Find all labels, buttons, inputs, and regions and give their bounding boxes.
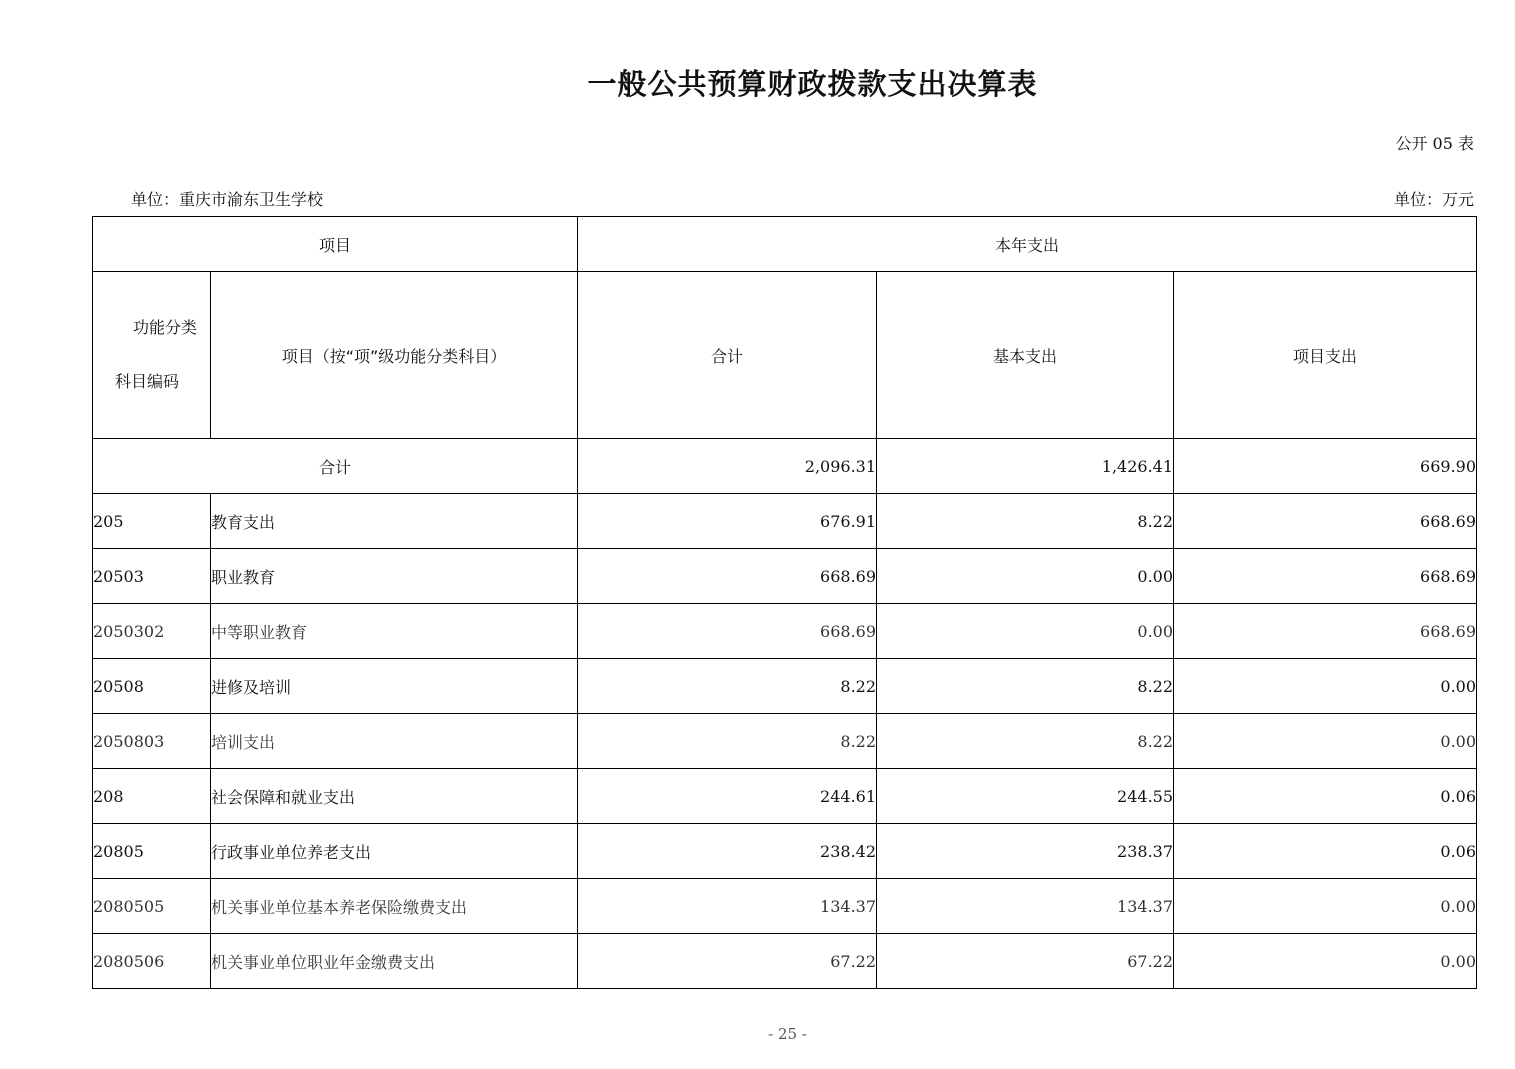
- row-project: 0.00: [1174, 934, 1477, 989]
- row-code: 2050302: [93, 604, 211, 659]
- header-project: 项目支出: [1174, 272, 1477, 439]
- row-basic: 67.22: [877, 934, 1174, 989]
- total-label: 合计: [93, 439, 578, 494]
- row-total: 668.69: [578, 549, 877, 604]
- row-code: 20503: [93, 549, 211, 604]
- row-project: 0.06: [1174, 824, 1477, 879]
- header-function-code: [93, 272, 211, 439]
- row-code: 2080506: [93, 934, 211, 989]
- total-sum: 2,096.31: [578, 439, 877, 494]
- page-title: 一般公共预算财政拨款支出决算表: [587, 67, 1038, 101]
- row-basic: 238.37: [877, 824, 1174, 879]
- row-project: 0.06: [1174, 769, 1477, 824]
- row-basic: 0.00: [877, 604, 1174, 659]
- row-project: 668.69: [1174, 604, 1477, 659]
- row-name: 社会保障和就业支出: [211, 769, 578, 824]
- expenditure-table: [92, 216, 1477, 989]
- table-row: [93, 604, 1477, 659]
- row-code: 20805: [93, 824, 211, 879]
- row-total: 668.69: [578, 604, 877, 659]
- table-row: [93, 824, 1477, 879]
- form-number: 公开 05 表: [1395, 134, 1474, 153]
- row-code: 205: [93, 494, 211, 549]
- table-row: [93, 769, 1477, 824]
- currency-unit-label: 单位：万元: [1393, 190, 1474, 209]
- header-code-line2: 科目编码: [115, 372, 180, 391]
- organization-label: 单位：重庆市渝东卫生学校: [131, 190, 324, 209]
- row-basic: 134.37: [877, 879, 1174, 934]
- row-name: 行政事业单位养老支出: [211, 824, 578, 879]
- row-total: 244.61: [578, 769, 877, 824]
- row-name: 机关事业单位职业年金缴费支出: [211, 934, 578, 989]
- row-name: 机关事业单位基本养老保险缴费支出: [211, 879, 578, 934]
- row-basic: 244.55: [877, 769, 1174, 824]
- row-code: 2050803: [93, 714, 211, 769]
- table-row: [93, 659, 1477, 714]
- row-total: 238.42: [578, 824, 877, 879]
- page-number: - 25 -: [768, 1025, 807, 1043]
- row-project: 668.69: [1174, 549, 1477, 604]
- table-row: [93, 494, 1477, 549]
- row-code: 20508: [93, 659, 211, 714]
- row-total: 134.37: [578, 879, 877, 934]
- row-total: 8.22: [578, 659, 877, 714]
- row-basic: 8.22: [877, 494, 1174, 549]
- header-item: 项目: [93, 217, 578, 272]
- table-row: [93, 879, 1477, 934]
- row-code: 2080505: [93, 879, 211, 934]
- row-code: 208: [93, 769, 211, 824]
- row-basic: 8.22: [877, 659, 1174, 714]
- header-basic: 基本支出: [877, 272, 1174, 439]
- row-basic: 0.00: [877, 549, 1174, 604]
- row-project: 0.00: [1174, 659, 1477, 714]
- total-row: [93, 439, 1477, 494]
- row-name: 中等职业教育: [211, 604, 578, 659]
- table-row: [93, 549, 1477, 604]
- row-total: 67.22: [578, 934, 877, 989]
- header-current-year: 本年支出: [578, 217, 1477, 272]
- row-project: 0.00: [1174, 879, 1477, 934]
- header-code-line1: 功能分类: [133, 318, 198, 337]
- total-basic: 1,426.41: [877, 439, 1174, 494]
- row-name: 进修及培训: [211, 659, 578, 714]
- row-basic: 8.22: [877, 714, 1174, 769]
- row-project: 0.00: [1174, 714, 1477, 769]
- table-row: [93, 934, 1477, 989]
- row-name: 职业教育: [211, 549, 578, 604]
- row-project: 668.69: [1174, 494, 1477, 549]
- header-total: 合计: [578, 272, 877, 439]
- row-total: 8.22: [578, 714, 877, 769]
- row-name: 培训支出: [211, 714, 578, 769]
- row-name: 教育支出: [211, 494, 578, 549]
- row-total: 676.91: [578, 494, 877, 549]
- header-item-name: 项目（按“项”级功能分类科目）: [211, 272, 578, 439]
- total-project: 669.90: [1174, 439, 1477, 494]
- table-row: [93, 714, 1477, 769]
